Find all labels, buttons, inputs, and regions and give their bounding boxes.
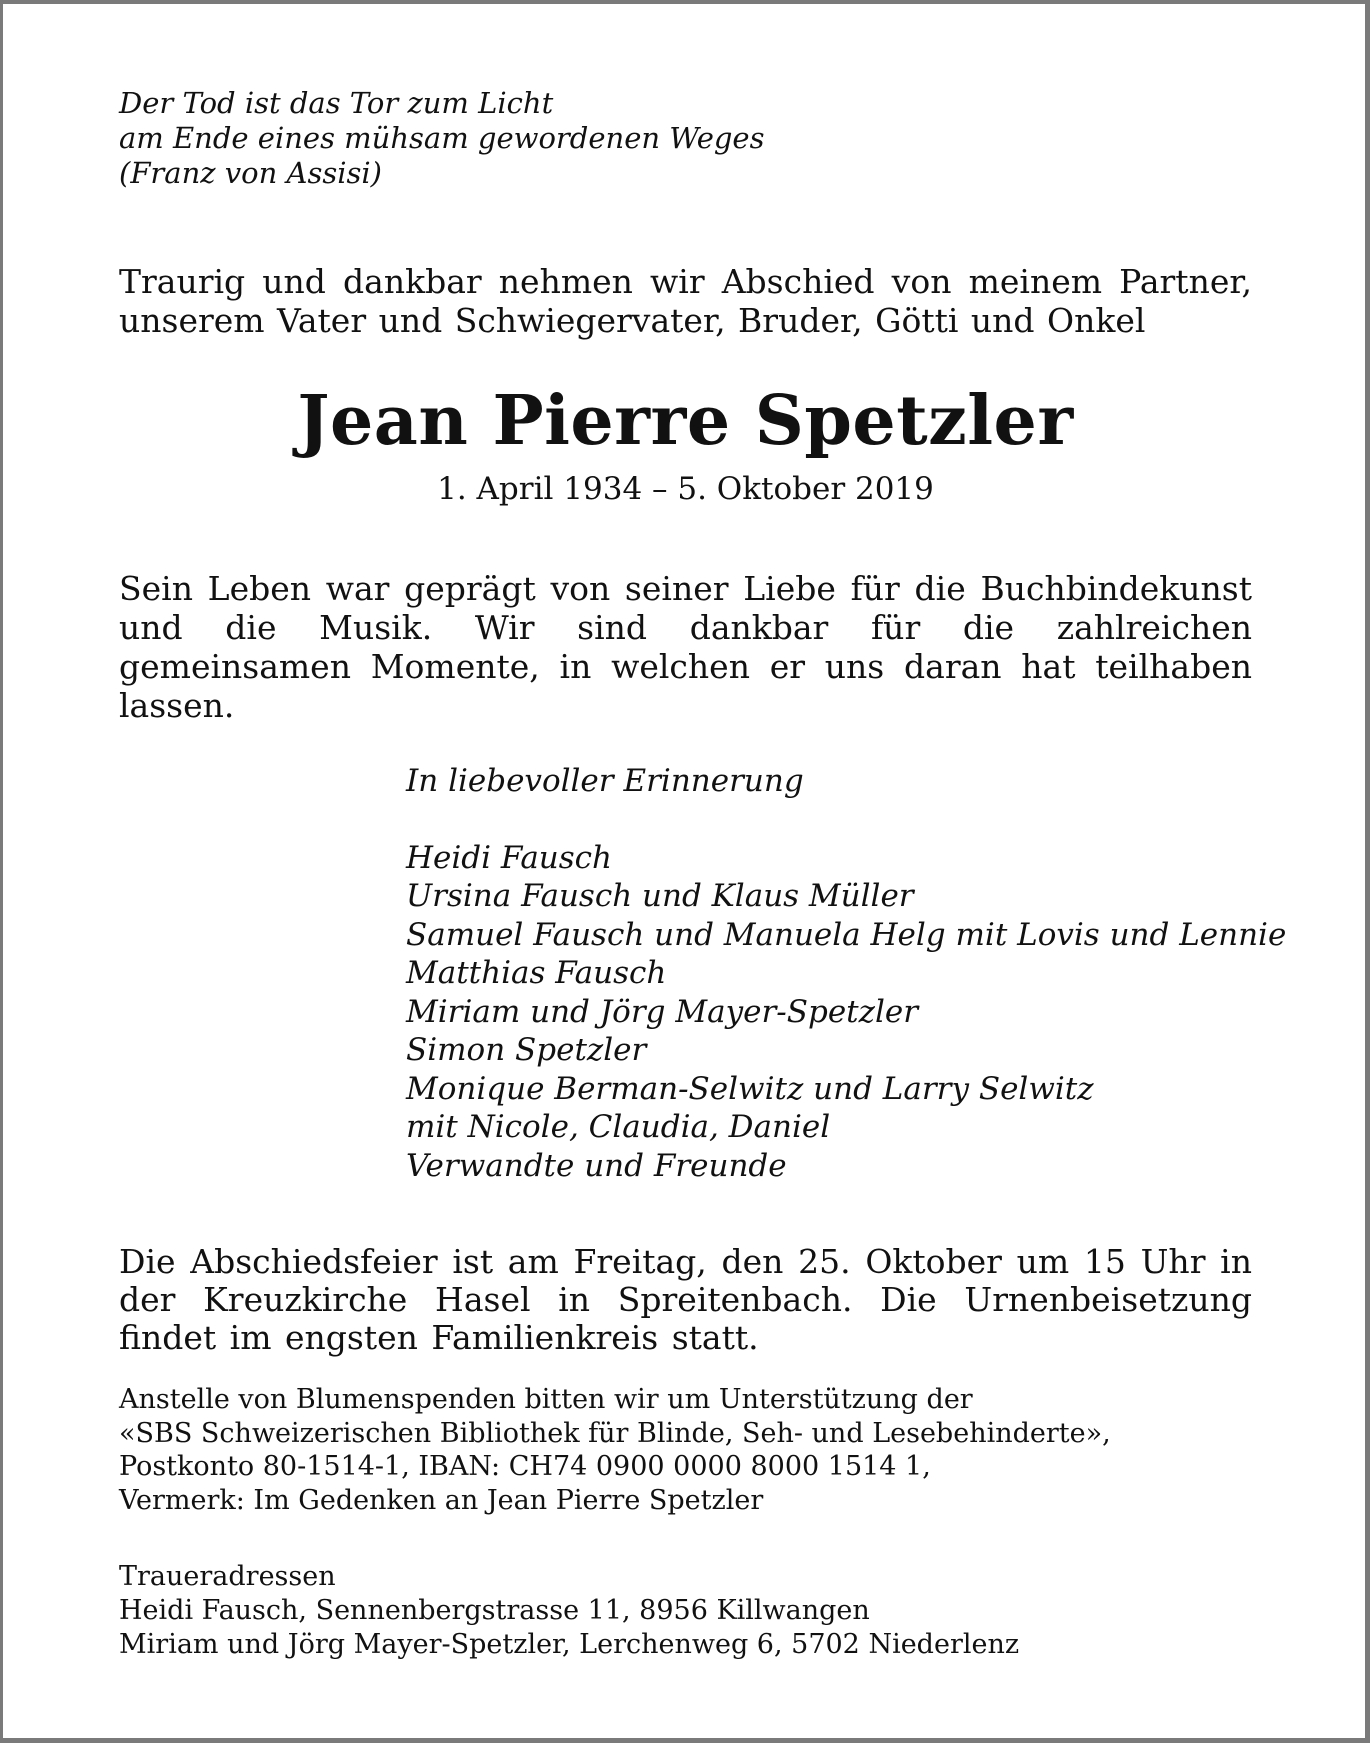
mourner-line: Monique Berman-Selwitz und Larry Selwitz [406,1070,1094,1107]
life-paragraph: Sein Leben war geprägt von seiner Liebe für die Buchbindekunst und die Musik. Wir sind dankbar für die zahlreichen gemeinsamen Momente, in welchen er uns daran hat teilhaben lassen. [119,569,1252,725]
ceremony-paragraph: Die Abschiedsfeier ist am Freitag, den 25. Oktober um 15 Uhr in der Kreuzkirche Hasel in Spreitenbach. Die Urnenbeisetzung findet im engsten Familienkreis statt. [119,1242,1252,1357]
life-dates: 1. April 1934 – 5. Oktober 2019 [437,471,934,507]
mourner-line: Simon Spetzler [406,1032,647,1068]
mourner-line: Matthias Fausch [406,955,667,991]
donation-line: Vermerk: Im Gedenken an Jean Pierre Spetzler [119,1484,764,1516]
mourner-line: Samuel Fausch und Manuela Helg mit Lovis und Lennie [406,916,1287,953]
addresses-heading: Traueradressen [119,1561,336,1592]
mourners-block [406,762,1286,1185]
mourner-line: Ursina Fausch und Klaus Müller [406,878,914,914]
motto-quote [119,86,1252,191]
mourner-line: Heidi Fausch [406,839,612,876]
donation-block [119,1383,1252,1517]
donation-line: Postkonto 80-1514-1, IBAN: CH74 0900 0000 8000 1514 1, [119,1451,931,1482]
donation-line: Anstelle von Blumenspenden bitten wir um Unterstützung der [119,1384,973,1415]
motto-line: am Ende eines mühsam gewordenen Weges [119,121,765,155]
address-line: Heidi Fausch, Sennenbergstrasse 11, 8956 Killwangen [119,1595,870,1626]
addresses-block [119,1560,1252,1662]
donation-line: «SBS Schweizerischen Bibliothek für Blinde, Seh- und Lesebehinderte», [119,1417,1111,1449]
deceased-name: Jean Pierre Spetzler [297,381,1074,461]
motto-attribution: (Franz von Assisi) [119,156,382,190]
memory-heading: In liebevoller Erinnerung [406,763,804,799]
motto-line: Der Tod ist das Tor zum Licht [119,86,554,120]
mourner-line: Miriam und Jörg Mayer-Spetzler [406,993,919,1030]
address-line: Miriam und Jörg Mayer-Spetzler, Lerchenweg 6, 5702 Niederlenz [119,1629,1020,1660]
intro-paragraph: Traurig und dankbar nehmen wir Abschied von meinem Partner, unserem Vater und Schwiegervater, Bruder, Götti und Onkel [119,262,1252,340]
mourner-line: mit Nicole, Claudia, Daniel [406,1109,831,1145]
mourner-line: Verwandte und Freunde [406,1147,787,1184]
